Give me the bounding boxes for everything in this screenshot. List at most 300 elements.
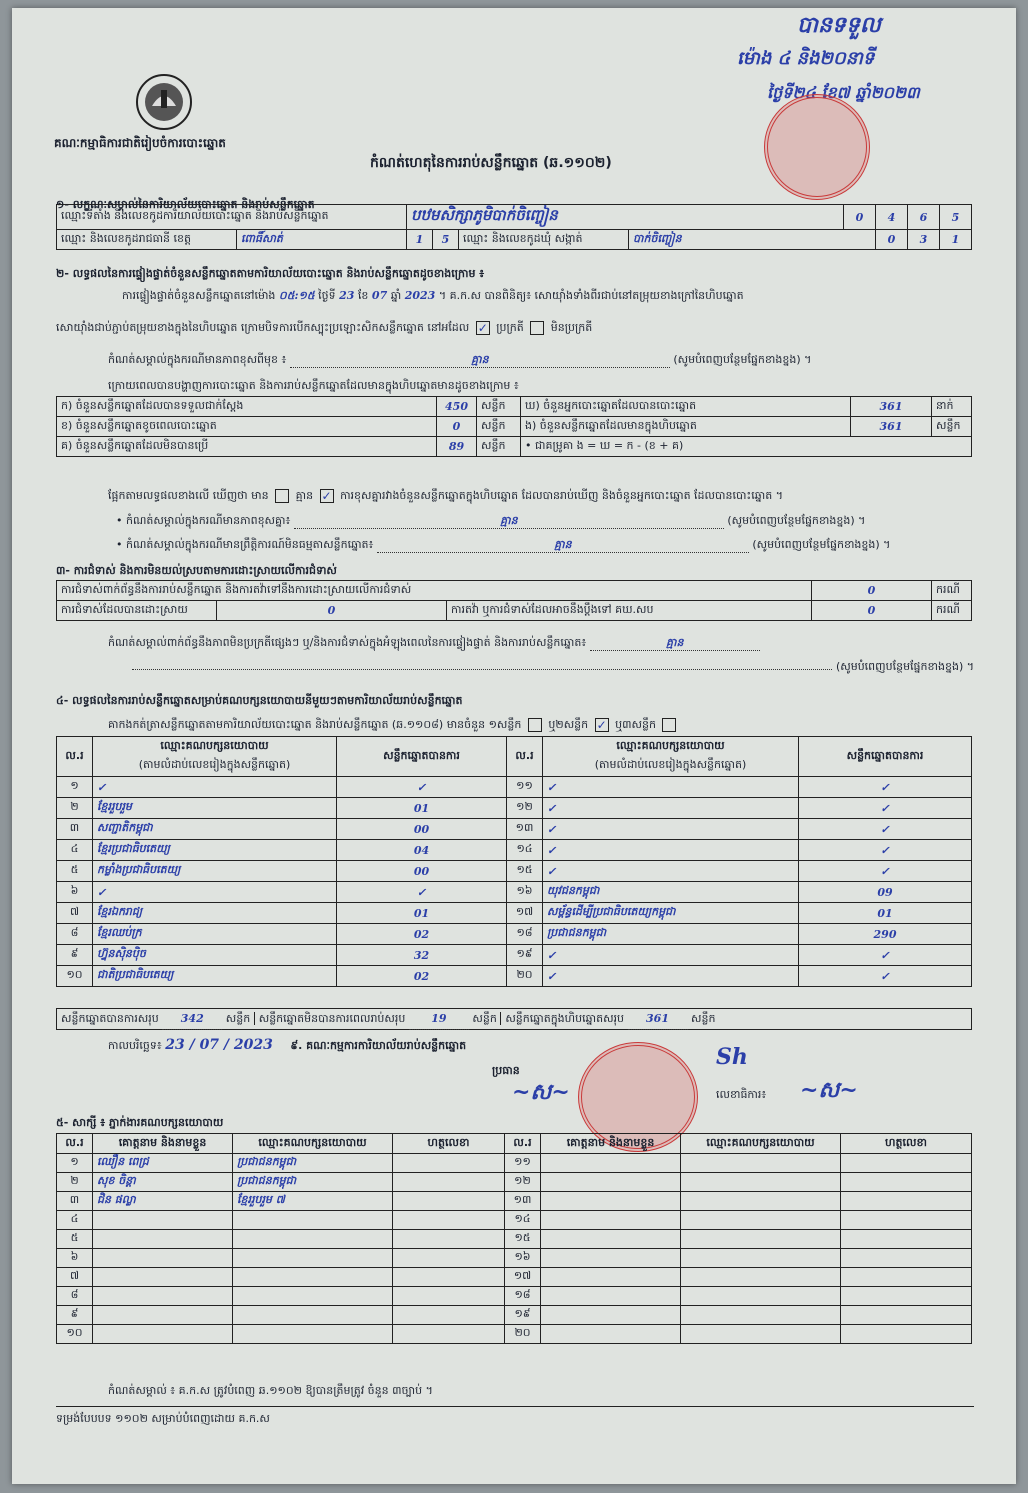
agent-party <box>233 1211 393 1230</box>
vote-count: ✓ <box>799 777 972 798</box>
agent-name <box>93 1287 233 1306</box>
agent-party <box>681 1192 841 1211</box>
agent-party <box>681 1154 841 1173</box>
col-party-subheader: (តាមលំដាប់លេខរៀងក្នុងសន្លឹកឆ្នោត) <box>93 757 337 777</box>
row-number: ១៨ <box>505 1287 541 1306</box>
party-name: ខ្មែរប្រជាធិបតេយ្យ <box>93 840 337 861</box>
commune-name: បាក់ចិញ្ចៀន <box>629 230 876 250</box>
agent-party <box>233 1249 393 1268</box>
secretary-signature: ~ស~ <box>800 1077 858 1103</box>
party-name: កម្លាំងប្រជាធិបតេយ្យ <box>93 861 337 882</box>
row-number: ៥ <box>57 1230 93 1249</box>
agent-party <box>681 1287 841 1306</box>
date-label: កាលបរិច្ឆេទ៖ <box>108 1039 162 1052</box>
col-no-header: ល.រ <box>507 737 543 777</box>
date-value: 23 / 07 / 2023 <box>165 1037 273 1053</box>
row-number: ១៤ <box>505 1211 541 1230</box>
vote-count: ✓ <box>799 966 972 987</box>
agent-party <box>681 1306 841 1325</box>
col-votes-header: សន្លឹកឆ្នោតបានការ <box>337 737 507 777</box>
col-no-header: ល.រ <box>57 737 93 777</box>
unit-label: ករណី <box>932 581 972 601</box>
invalid-total-value: 19 <box>409 1009 469 1030</box>
row-number: ៧ <box>57 1268 93 1287</box>
party-name: ជាតិប្រជាធិបតេយ្យ <box>93 966 337 987</box>
incident-remark <box>116 538 986 553</box>
table-row <box>57 924 972 945</box>
agent-signature[interactable] <box>393 1325 505 1344</box>
party-name: ខ្មែរ​ឯករាជ្យ <box>93 903 337 924</box>
party-name: ✓ <box>543 798 799 819</box>
agent-signature[interactable] <box>841 1325 972 1344</box>
col-party-header: ឈ្មោះគណបក្សនយោបាយ <box>681 1134 841 1154</box>
invalid-total-label: សន្លឹកឆ្នោតមិនបានការពេលរាប់សរុប <box>254 1012 406 1025</box>
table-row <box>57 945 972 966</box>
has-difference-checkbox[interactable] <box>275 489 289 503</box>
received-time: ម៉ោង ៤ និង២០នាទី <box>737 48 875 69</box>
irregularity-hint <box>56 660 974 674</box>
signing-date <box>108 1038 466 1053</box>
difference-remark-value: គ្មាន <box>294 514 724 529</box>
row-number: ១២ <box>507 798 543 819</box>
agent-party <box>233 1306 393 1325</box>
unused-label: គ) ចំនួនសន្លឹកឆ្នោតដែលមិនបានប្រើ <box>57 437 437 457</box>
chair-label: ប្រធាន <box>492 1064 520 1077</box>
received-date: ថ្ងៃទី២៤ ខែ៧ ឆ្នាំ២០២៣ <box>767 83 920 102</box>
row-number: ២០ <box>507 966 543 987</box>
party-name: ✓ <box>543 861 799 882</box>
row-number: ២ <box>57 1173 93 1192</box>
comparison-text-2: ការខុសគ្នារវាងចំនួនសន្លឹកឆ្នោតក្នុងហិបឆ្នោត ដែលបានរាប់ឃើញ និងចំនួនអ្នកបោះឆ្នោត ដែលបានបោះឆ្នោត ។ <box>340 489 783 502</box>
incident-remark-value: គ្មាន <box>377 538 749 553</box>
unit-label: សន្លឹក <box>477 437 521 457</box>
agent-name <box>541 1249 681 1268</box>
agent-signature[interactable] <box>841 1268 972 1287</box>
agent-name <box>541 1268 681 1287</box>
province-code-digit: 1 <box>407 230 433 250</box>
verify-day: 23 <box>339 289 355 302</box>
row-number: ២០ <box>505 1325 541 1344</box>
valid-total-label: សន្លឹកឆ្នោតបានការសរុប <box>61 1012 159 1025</box>
vote-count: 02 <box>337 924 507 945</box>
party-name: ✓ <box>543 945 799 966</box>
agent-signature[interactable] <box>393 1249 505 1268</box>
box-total-value: 361 <box>628 1009 688 1030</box>
station-name: បឋមសិក្សាភូមិបាក់ចិញ្ចៀន <box>407 205 844 230</box>
party-name: ខ្មែរ​រួបរួម <box>93 798 337 819</box>
col-signature-header: ហត្ថលេខា <box>841 1134 972 1154</box>
row-number: ៥ <box>57 861 93 882</box>
vote-count: 09 <box>799 882 972 903</box>
ballots-in-box-value: 361 <box>851 417 932 437</box>
row-number: ១៧ <box>505 1268 541 1287</box>
vote-count: 01 <box>337 798 507 819</box>
verify-month: 07 <box>371 289 388 302</box>
table-row <box>57 966 972 987</box>
appeal-label: ការតវ៉ា ឬការជំទាស់ដែលអាចនឹងប្តឹងទៅ គឃ.សប <box>447 601 812 621</box>
row-number: ១០ <box>57 966 93 987</box>
agent-name <box>541 1287 681 1306</box>
abnormal-label: មិនប្រក្រតី <box>550 321 593 334</box>
vote-count: 04 <box>337 840 507 861</box>
agent-signature[interactable] <box>841 1192 972 1211</box>
unit-label: ករណី <box>932 601 972 621</box>
unit-label: នាក់ <box>932 397 972 417</box>
voters-value: 361 <box>851 397 932 417</box>
irregularity-label: កំណត់សម្គាល់ពាក់ព័ន្ធនឹងភាពមិនប្រក្រតីផ្សេងៗ ឬ/និងការជំទាស់ក្នុងអំឡុងពេលនៃការផ្ទៀងផ្ទាត់ និងការរាប់សន្លឹកឆ្នោត៖ <box>108 636 587 649</box>
agent-signature[interactable] <box>841 1154 972 1173</box>
row-number: ១៤ <box>507 840 543 861</box>
agent-name <box>93 1230 233 1249</box>
fill-hint: (សូមបំពេញបន្ថែមផ្នែកខាងខ្នង) ។ <box>727 514 866 527</box>
vote-count: ✓ <box>337 882 507 903</box>
vote-count: ✓ <box>799 798 972 819</box>
province-code-digit: 5 <box>433 230 459 250</box>
verify-text: ។ គ.ក.ស បានពិនិត្យ៖ សោយ៉ាំងទាំងពីរជាប់នៅតម្រុយខាងក្រៅនៃហិបឆ្នោត <box>438 289 744 302</box>
table-row <box>57 1306 972 1325</box>
footer-divider <box>56 1406 974 1407</box>
agent-signature[interactable] <box>393 1306 505 1325</box>
received-label: ក) ចំនួនសន្លឹកឆ្នោតដែលបានទទួលជាក់ស្តែង <box>57 397 437 417</box>
document-page <box>12 8 1016 1484</box>
spoiled-label: ខ) ចំនួនសន្លឹកឆ្នោតខូចពេលបោះឆ្នោត <box>57 417 437 437</box>
totals-row <box>56 1008 972 1030</box>
agent-name <box>93 1249 233 1268</box>
agent-party <box>681 1268 841 1287</box>
vote-count: 00 <box>337 861 507 882</box>
commune-code-digit: 3 <box>908 230 940 250</box>
fill-hint: (សូមបំពេញបន្ថែមផ្នែកខាងខ្នង) ។ <box>835 660 974 673</box>
commune-code-digit: 1 <box>940 230 972 250</box>
agent-signature[interactable] <box>841 1211 972 1230</box>
row-number: ៨ <box>57 1287 93 1306</box>
col-party-subheader: (តាមលំដាប់លេខរៀងក្នុងសន្លឹកឆ្នោត) <box>543 757 799 777</box>
resolved-label: ការជំទាស់ដែលបានដោះស្រាយ <box>57 601 217 621</box>
agent-signature[interactable] <box>393 1173 505 1192</box>
table-row <box>57 903 972 924</box>
unit-label: សន្លឹក <box>477 397 521 417</box>
emblem-icon <box>134 72 194 132</box>
seal-paragraph <box>56 321 592 335</box>
vote-count: ✓ <box>337 777 507 798</box>
agent-party: ប្រជាជនកម្ពុជា <box>233 1154 393 1173</box>
normal-checkbox[interactable]: ✓ <box>477 321 488 335</box>
row-number: ២ <box>57 798 93 819</box>
party-name: សញ្ជាតិកម្ពុជា <box>93 819 337 840</box>
agent-party <box>681 1325 841 1344</box>
no-difference-checkbox[interactable]: ✓ <box>321 489 332 503</box>
col-party-header: ឈ្មោះគណបក្សនយោបាយ <box>93 737 337 757</box>
vote-count: 02 <box>337 966 507 987</box>
row-number: ៣ <box>57 1192 93 1211</box>
three-sheets-label: ឬ៣សន្លឹក <box>615 718 656 731</box>
row-number: ១ <box>57 1154 93 1173</box>
abnormal-checkbox[interactable] <box>530 321 544 335</box>
tally-sheet-line <box>108 718 679 732</box>
document-title: កំណត់ហេតុនៃការរាប់សន្លឹកឆ្នោត (ឆ.១១០២) <box>370 155 612 171</box>
province-label: ឈ្មោះ និងលេខកូដរាជធានី ខេត្ត <box>57 230 237 250</box>
col-party-header: ឈ្មោះគណបក្សនយោបាយ <box>233 1134 393 1154</box>
committee-name: គណៈកម្មាធិការជាតិរៀបចំការបោះឆ្នោត <box>54 136 226 150</box>
agent-party <box>681 1230 841 1249</box>
row-number: ១៨ <box>507 924 543 945</box>
complaints-label: ការជំទាស់ពាក់ព័ន្ធនឹងការរាប់សន្លឹកឆ្នោត និងការតវ៉ាទៅនឹងការដោះស្រាយលើការជំទាស់ <box>57 581 812 601</box>
province-name: ពោធិ៍សាត់ <box>237 230 407 250</box>
table-row <box>57 819 972 840</box>
witness-body <box>57 1154 972 1344</box>
row-number: ៤ <box>57 1211 93 1230</box>
table-row <box>57 861 972 882</box>
agent-signature[interactable] <box>841 1287 972 1306</box>
vote-count: 01 <box>799 903 972 924</box>
agent-signature[interactable] <box>393 1230 505 1249</box>
vote-count: ✓ <box>799 840 972 861</box>
fill-hint: (សូមបំពេញបន្ថែមផ្នែកខាងខ្នង) ។ <box>673 353 812 366</box>
agent-name <box>93 1211 233 1230</box>
secretary-label: លេខាធិការ៖ <box>716 1088 767 1101</box>
incident-remark-label: • កំណត់សម្គាល់ក្នុងករណីមានព្រឹត្តិការណ៍មិនធម្មតាសន្លឹកឆ្នោត៖ <box>116 538 374 551</box>
verify-time: ០៥:១៥ <box>278 289 315 302</box>
valid-total-value: 342 <box>162 1009 222 1030</box>
tally-sheet-text: គាកងកត់ត្រាសន្លឹកឆ្នោតតាមការិយាល័យបោះឆ្នោត និងរាប់សន្លឹកឆ្នោត (ឆ.១១០៨) មានចំនួន ១សន្លឹក <box>108 718 522 731</box>
section3-heading: ៣- ការជំទាស់ និងការមិនយល់ស្របតាមការដោះស្រាយលើការជំទាស់ <box>56 564 337 577</box>
row-number: ១៧ <box>507 903 543 924</box>
agent-name <box>541 1230 681 1249</box>
chair-signature: ~ស~ <box>512 1079 570 1105</box>
agent-name: ឈឿន ពេជ្រ <box>93 1154 233 1173</box>
agent-signature[interactable] <box>393 1211 505 1230</box>
vote-count: 01 <box>337 903 507 924</box>
row-number: ១៩ <box>507 945 543 966</box>
table-row <box>57 882 972 903</box>
witness-table <box>56 1133 972 1344</box>
vote-count: ✓ <box>799 819 972 840</box>
difference-note-value: គ្មាន <box>290 353 670 368</box>
results-body <box>57 777 972 987</box>
agent-name <box>93 1325 233 1344</box>
col-name-header: គោត្តនាម និងនាមខ្លួន <box>541 1134 681 1154</box>
section1-heading: ១- លក្ខណៈសម្គាល់នៃការិយាល័យបោះឆ្នោត និងរាប់សន្លឹកឆ្នោត <box>56 198 315 211</box>
secretary-initial: Sh <box>716 1044 748 1070</box>
count-intro: ក្រោយពេលបានបង្ហាញការបោះឆ្នោត និងការរាប់សន្លឹកឆ្នោតដែលមានក្នុងហិបឆ្នោតមានដូចខាងក្រោម ៖ <box>108 379 519 392</box>
row-number: ៦ <box>57 882 93 903</box>
results-table <box>56 736 972 987</box>
two-sheets-label: ឬ២សន្លឹក <box>548 718 589 731</box>
agent-signature[interactable] <box>841 1306 972 1325</box>
complaints-value: 0 <box>812 581 932 601</box>
verify-time-label: ការផ្ទៀងផ្ទាត់ចំនួនសន្លឹកឆ្នោតនៅម៉ោង <box>122 289 276 302</box>
commune-label: ឈ្មោះ និងលេខកូដឃុំ សង្កាត់ <box>459 230 629 250</box>
station-code-digit: 0 <box>844 205 876 230</box>
difference-remark <box>116 514 986 529</box>
party-name: ហ្វ៊ុនស៊ិនប៉ិច <box>93 945 337 966</box>
count-row <box>57 417 972 437</box>
normal-label: ប្រក្រតី <box>496 321 524 334</box>
location-table <box>56 229 972 250</box>
table-row <box>57 1154 972 1173</box>
vote-count: 00 <box>337 819 507 840</box>
agent-party <box>233 1268 393 1287</box>
agent-name <box>541 1325 681 1344</box>
unit-label: សន្លឹក <box>472 1012 497 1025</box>
table-row <box>57 1211 972 1230</box>
agent-signature[interactable] <box>841 1230 972 1249</box>
row-number: ១៣ <box>507 819 543 840</box>
party-name: ✓ <box>93 777 337 798</box>
agent-signature[interactable] <box>841 1249 972 1268</box>
party-name: ✓ <box>93 882 337 903</box>
unused-value: 89 <box>437 437 477 457</box>
table-row <box>57 777 972 798</box>
table-row <box>57 1249 972 1268</box>
verify-month-label: ខែ <box>357 289 369 302</box>
station-code-digit: 5 <box>940 205 972 230</box>
vote-count: 32 <box>337 945 507 966</box>
fill-hint: (សូមបំពេញបន្ថែមផ្នែកខាងខ្នង) ។ <box>752 538 891 551</box>
unit-label: សន្លឹក <box>225 1012 251 1025</box>
agent-signature[interactable] <box>393 1154 505 1173</box>
difference-note-label: កំណត់សម្គាល់ក្នុងករណីមានភាពខុសពីមុខ ៖ <box>108 353 287 366</box>
agent-party <box>681 1173 841 1192</box>
col-name-header: គោត្តនាម និងនាមខ្លួន <box>93 1134 233 1154</box>
vote-count: ✓ <box>799 861 972 882</box>
resolved-value: 0 <box>217 601 447 621</box>
agent-name <box>541 1211 681 1230</box>
three-sheets-checkbox[interactable] <box>662 718 676 732</box>
col-party-header: ឈ្មោះគណបក្សនយោបាយ <box>543 737 799 757</box>
received-line: បានទទួល <box>797 12 881 38</box>
count-row <box>57 437 972 457</box>
unit-label: សន្លឹក <box>691 1012 716 1025</box>
official-stamp-top <box>764 94 870 200</box>
form-footer: ទម្រង់បែបបទ ១១០២ សម្រាប់បំពេញដោយ គ.ក.ស <box>56 1412 270 1425</box>
party-name: ✓ <box>543 777 799 798</box>
one-sheet-checkbox[interactable] <box>528 718 542 732</box>
committee-sign-label: ៩. គណៈកម្មការការិយាល័យរាប់សន្លឹកឆ្នោត <box>290 1039 467 1052</box>
row-number: ១១ <box>507 777 543 798</box>
ballots-in-box-label: ង) ចំនួនសន្លឹកឆ្នោតដែលមានក្នុងហិបឆ្នោត <box>521 417 851 437</box>
box-total-label: សន្លឹកឆ្នោតក្នុងហិបឆ្នោតសរុប <box>500 1012 624 1025</box>
row-number: ៤ <box>57 840 93 861</box>
party-name: ✓ <box>543 840 799 861</box>
col-no-header: ល.រ <box>57 1134 93 1154</box>
agent-name: សុខ ចិន្តា <box>93 1173 233 1192</box>
agent-name <box>541 1306 681 1325</box>
verification-paragraph <box>122 289 744 303</box>
agent-party <box>233 1287 393 1306</box>
row-number: ១៩ <box>505 1306 541 1325</box>
formula-label: • ជាគម្រូគា ង = ឃ = ក - (ខ + គ) <box>521 437 972 457</box>
table-row <box>57 1173 972 1192</box>
verify-year: 2023 <box>404 289 436 302</box>
agent-name <box>541 1173 681 1192</box>
agent-name <box>541 1192 681 1211</box>
party-name: យុវជនកម្ពុជា <box>543 882 799 903</box>
ballot-count-table <box>56 396 972 457</box>
agent-signature[interactable] <box>841 1173 972 1192</box>
comparison-line <box>108 489 783 503</box>
agent-party <box>233 1230 393 1249</box>
row-number: ៧ <box>57 903 93 924</box>
unit-label: សន្លឹក <box>477 417 521 437</box>
agent-name: ជិន ផល្លា <box>93 1192 233 1211</box>
row-number: ១៦ <box>507 882 543 903</box>
col-signature-header: ហត្ថលេខា <box>393 1134 505 1154</box>
vote-count: ✓ <box>799 945 972 966</box>
station-label: ឈ្មោះទីតាំង និងលេខកូដការិយាល័យបោះឆ្នោត និងរាប់សន្លឹកឆ្នោត <box>57 205 407 230</box>
vote-count: 290 <box>799 924 972 945</box>
row-number: ៦ <box>57 1249 93 1268</box>
row-number: ១៦ <box>505 1249 541 1268</box>
seal-text: សោយ៉ាំងជាប់ភ្ជាប់តម្រុយខាងក្នុងនៃហិបឆ្នោត ក្រោមបិទការបើកស្បុះប្រឡោះសិកសន្លឹកឆ្នោត នៅអដែល <box>56 321 470 334</box>
station-code-digit: 4 <box>876 205 908 230</box>
form-note: កំណត់សម្គាល់ ៖ គ.ក.ស ត្រូវបំពេញ ឆ.១១០២ ឱ្យបានត្រឹមត្រូវ ចំនួន ៣ច្បាប់ ។ <box>108 1384 433 1397</box>
agent-party <box>233 1325 393 1344</box>
agent-name <box>541 1154 681 1173</box>
section2-heading: ២- លទ្ធផលនៃការផ្ទៀងផ្ទាត់ចំនួនសន្លឹកឆ្នោតតាមការិយាល័យបោះឆ្នោត និងរាប់សន្លឹកឆ្នោតដូចខាងក្រោម ៖ <box>56 267 485 280</box>
agent-party: ខ្មែររួបរួម ៧ <box>233 1192 393 1211</box>
col-no-header: ល.រ <box>505 1134 541 1154</box>
party-name: សម្ព័ន្ធដើម្បីប្រជាធិបតេយ្យកម្ពុជា <box>543 903 799 924</box>
row-number: ១១ <box>505 1154 541 1173</box>
verify-year-label: ឆ្នាំ <box>390 289 402 302</box>
table-row <box>57 1287 972 1306</box>
table-row <box>57 798 972 819</box>
table-row <box>57 1192 972 1211</box>
row-number: ១៣ <box>505 1192 541 1211</box>
agent-party <box>681 1249 841 1268</box>
verify-day-label: ថ្ងៃទី <box>318 289 336 302</box>
irregularity-note <box>108 636 760 651</box>
complaints-table <box>56 580 972 621</box>
no-difference-label: គ្មាន <box>295 489 314 502</box>
table-row <box>57 1230 972 1249</box>
party-name: ប្រជាជនកម្ពុជា <box>543 924 799 945</box>
station-table <box>56 204 972 230</box>
station-code-digit: 6 <box>908 205 940 230</box>
table-row <box>57 1268 972 1287</box>
party-name: ខ្មែរឈប់ក្រ <box>93 924 337 945</box>
irregularity-value: គ្មាន <box>590 636 760 651</box>
section4-heading: ៤- លទ្ធផលនៃការរាប់សន្លឹកឆ្នោតសម្រាប់គណបក្សនយោបាយនីមួយៗតាមការិយាល័យរាប់សន្លឹកឆ្នោត <box>56 694 463 707</box>
comparison-text: ផ្អែកតាមលទ្ធផលខាងលើ ឃើញថា មាន <box>108 489 269 502</box>
agent-name <box>93 1306 233 1325</box>
row-number: ១២ <box>505 1173 541 1192</box>
unit-label: សន្លឹក <box>932 417 972 437</box>
two-sheets-checkbox[interactable]: ✓ <box>596 718 607 732</box>
row-number: ១ <box>57 777 93 798</box>
agent-signature[interactable] <box>393 1268 505 1287</box>
voters-label: ឃ) ចំនួនអ្នកបោះឆ្នោតដែលបានបោះឆ្នោត <box>521 397 851 417</box>
row-number: ៨ <box>57 924 93 945</box>
row-number: ៣ <box>57 819 93 840</box>
col-votes-header: សន្លឹកឆ្នោតបានការ <box>799 737 972 777</box>
count-row <box>57 397 972 417</box>
agent-signature[interactable] <box>393 1287 505 1306</box>
party-name: ✓ <box>543 819 799 840</box>
commune-code-digit: 0 <box>876 230 908 250</box>
agent-name <box>93 1268 233 1287</box>
row-number: ៩ <box>57 1306 93 1325</box>
section5-heading: ៥- សាក្សី ៖ ភ្នាក់ងារគណបក្សនយោបាយ <box>56 1116 224 1129</box>
received-value: 450 <box>437 397 477 417</box>
agent-signature[interactable] <box>393 1192 505 1211</box>
row-number: ១៥ <box>507 861 543 882</box>
table-row <box>57 1325 972 1344</box>
difference-note <box>108 353 988 368</box>
table-row <box>57 840 972 861</box>
agent-party <box>681 1211 841 1230</box>
